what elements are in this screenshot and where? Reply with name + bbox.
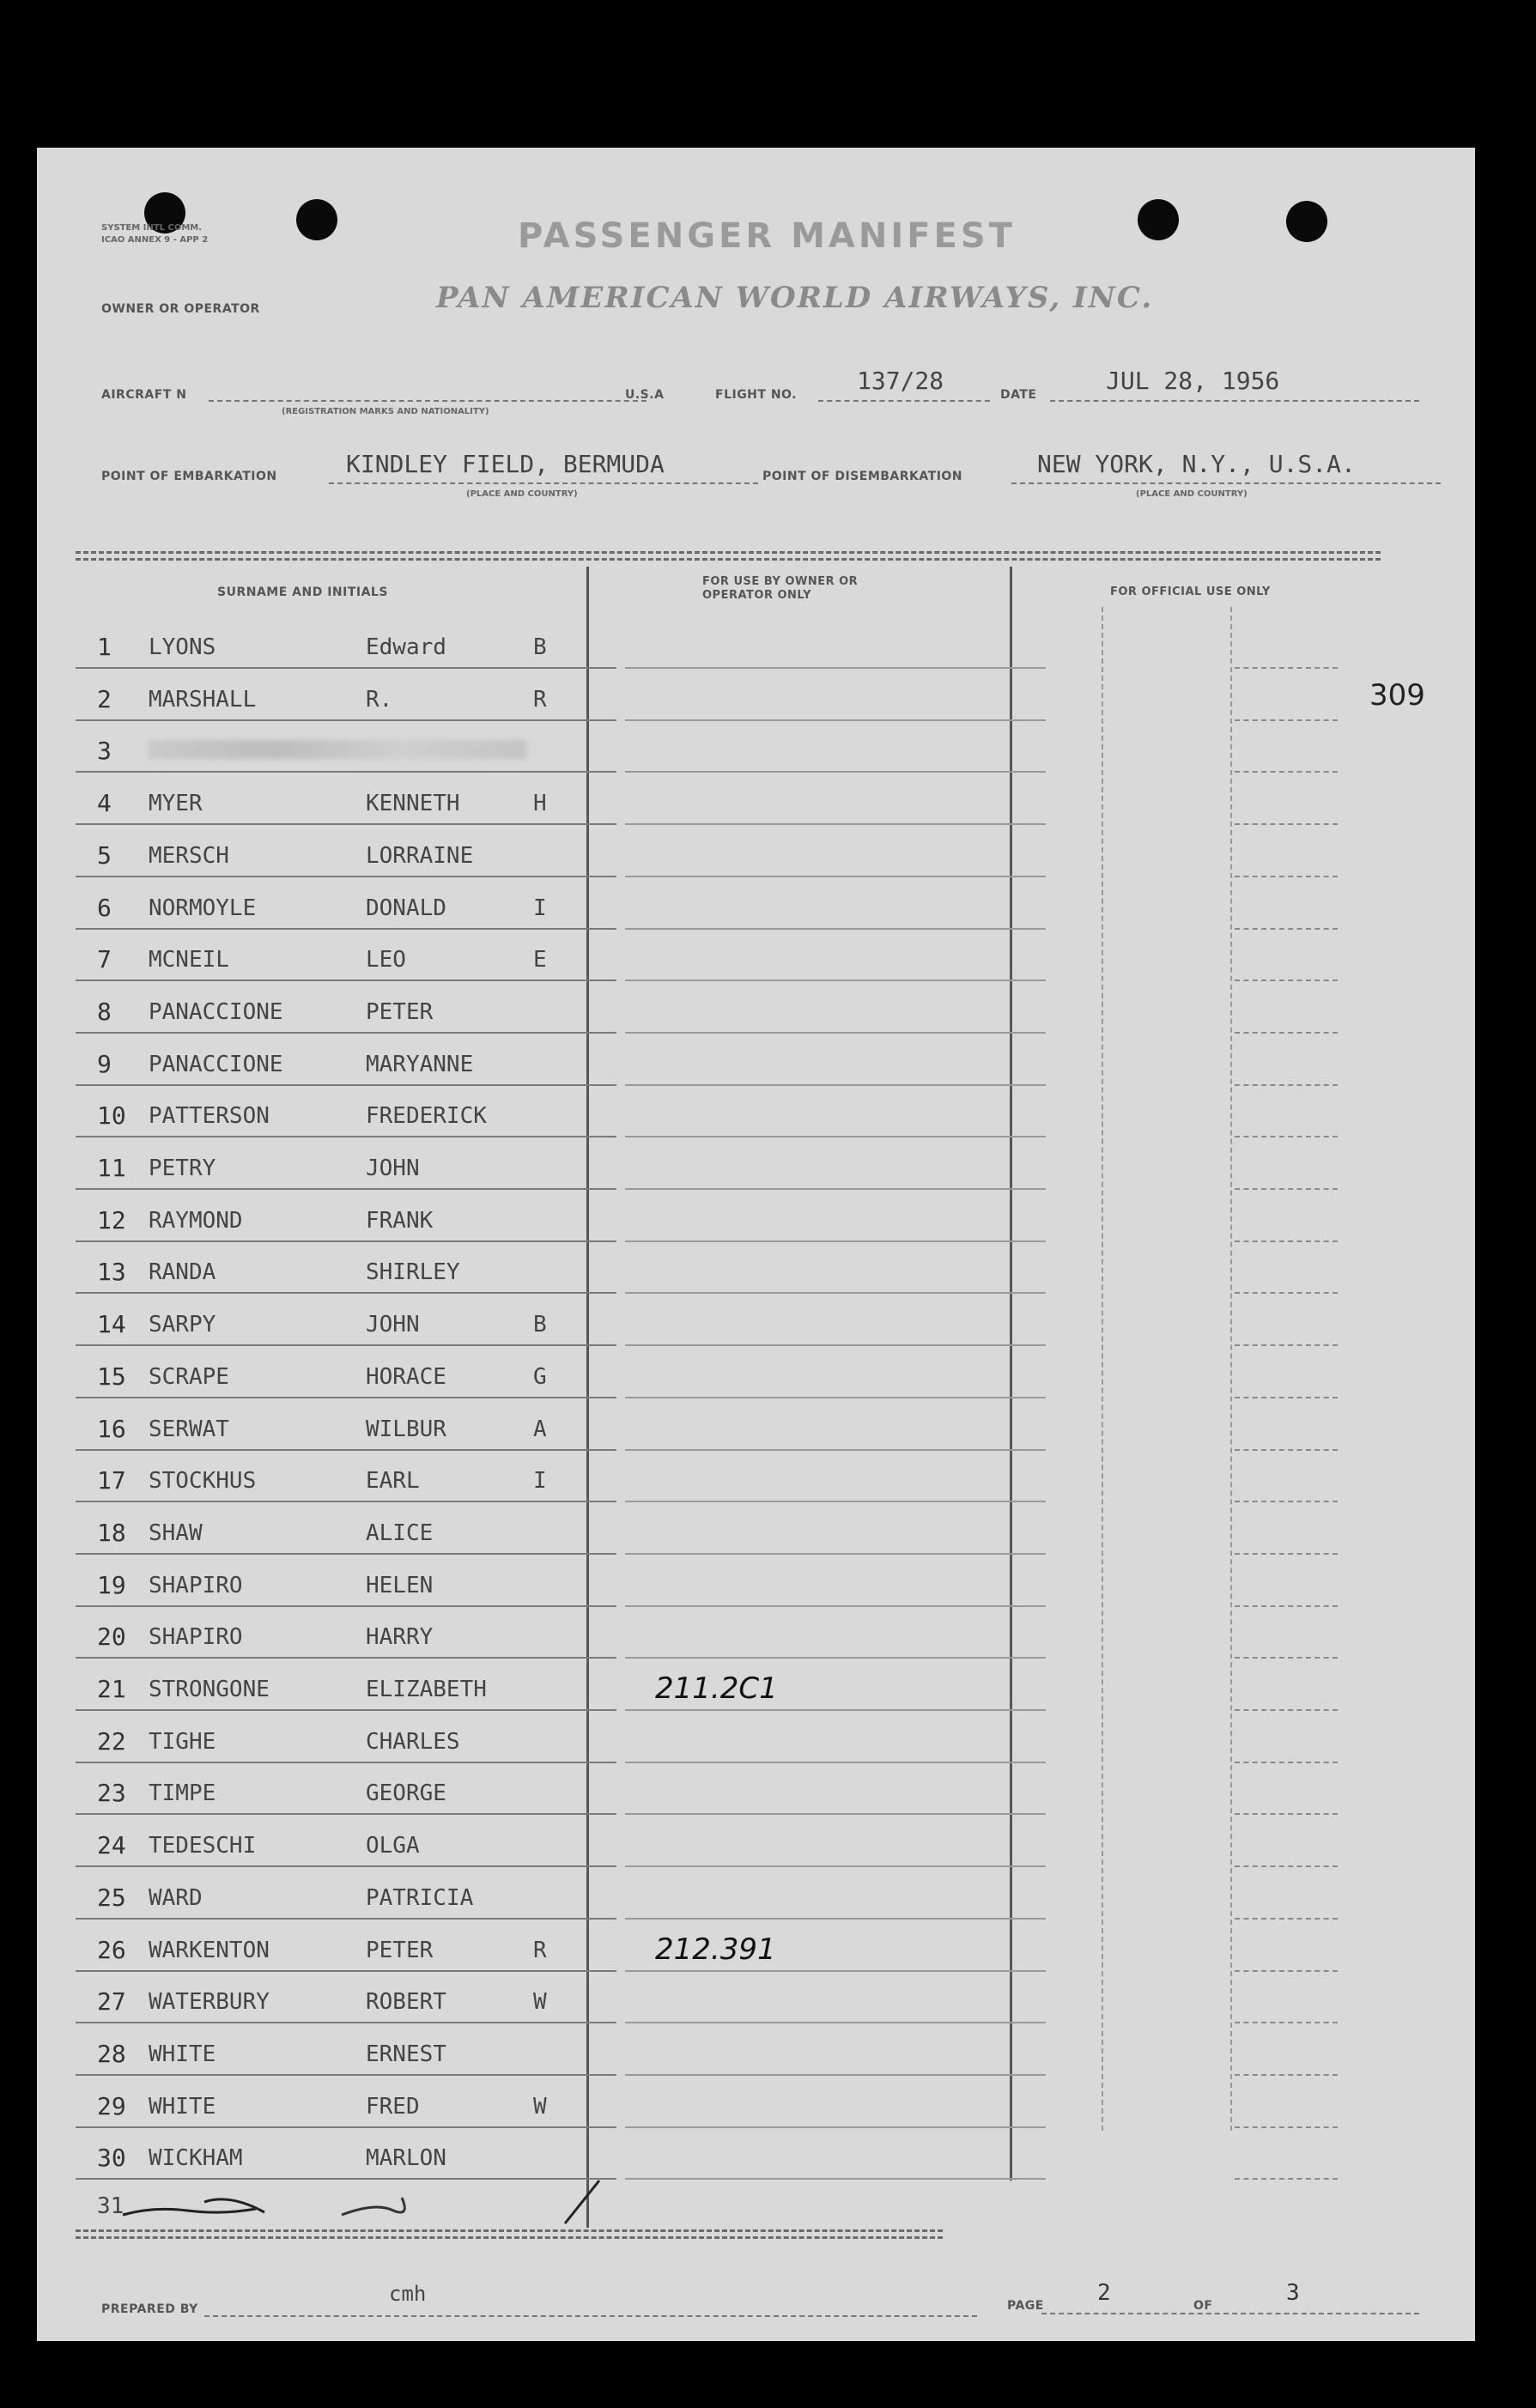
disembarkation-caption: (PLACE AND COUNTRY) xyxy=(1136,489,1248,499)
passenger-initial: R xyxy=(533,686,547,713)
passenger-surname: SARPY xyxy=(149,1312,216,1338)
passenger-surname: STRONGONE xyxy=(149,1677,270,1702)
passenger-given-name: FRANK xyxy=(366,1207,434,1234)
row-rule xyxy=(76,667,616,669)
row-rule xyxy=(1235,1136,1338,1137)
row-rule xyxy=(625,2126,1046,2128)
passenger-given-name: JOHN xyxy=(366,1312,420,1338)
row-rule xyxy=(1235,1605,1338,1607)
page-total: 3 xyxy=(1286,2280,1300,2306)
passenger-given-name: DONALD xyxy=(366,895,446,921)
row-rule xyxy=(76,1657,616,1659)
scribble-strike xyxy=(118,2176,634,2228)
passenger-given-name: ALICE xyxy=(366,1519,434,1546)
table-row xyxy=(37,1034,1475,1087)
row-rule xyxy=(76,2022,616,2023)
row-rule xyxy=(76,2126,616,2128)
usa-label: U.S.A xyxy=(625,388,665,402)
row-rule xyxy=(625,1397,1046,1398)
row-number: 11 xyxy=(97,1154,126,1182)
stamp-number: 309 xyxy=(1369,678,1425,713)
passenger-initial: I xyxy=(533,895,547,921)
row-rule xyxy=(1235,667,1338,669)
table-row xyxy=(37,982,1475,1034)
passenger-surname: RANDA xyxy=(149,1259,216,1286)
passenger-surname: SHAPIRO xyxy=(149,1624,243,1651)
row-rule xyxy=(76,1032,616,1034)
row-rule xyxy=(625,771,1046,773)
passenger-surname: MARSHALL xyxy=(149,686,257,713)
row-rule xyxy=(76,876,616,877)
row-number: 1 xyxy=(97,633,112,661)
page-number: 2 xyxy=(1097,2280,1111,2306)
table-row xyxy=(37,1816,1475,1868)
disembarkation-label: POINT OF DISEMBARKATION xyxy=(762,470,963,483)
table-row xyxy=(37,1191,1475,1243)
row-number: 19 xyxy=(97,1570,126,1599)
table-row xyxy=(37,1086,1475,1138)
row-number: 2 xyxy=(97,684,112,713)
passenger-initial: R xyxy=(533,1937,547,1963)
table-row xyxy=(37,1972,1475,2024)
owner-note: 212.391 xyxy=(655,1932,776,1967)
passenger-given-name: PETER xyxy=(366,998,434,1025)
table-row xyxy=(37,1503,1475,1556)
row-rule xyxy=(625,1762,1046,1763)
row-number: 4 xyxy=(97,789,112,818)
row-number: 20 xyxy=(97,1623,126,1652)
row-rule xyxy=(76,1553,616,1555)
prepared-by-label: PREPARED BY xyxy=(101,2302,198,2316)
date-label: DATE xyxy=(1000,388,1037,402)
table-row xyxy=(37,773,1475,826)
row-rule xyxy=(625,928,1046,930)
table-row xyxy=(37,1607,1475,1659)
row-rule xyxy=(1235,1344,1338,1346)
row-rule xyxy=(1235,1970,1338,1972)
row-number: 25 xyxy=(97,1883,126,1912)
row-rule xyxy=(625,876,1046,877)
row-rule xyxy=(76,1449,616,1451)
disembarkation-value: NEW YORK, N.Y., U.S.A. xyxy=(1037,450,1356,478)
passenger-given-name: EARL xyxy=(366,1468,420,1495)
row-number: 15 xyxy=(97,1362,126,1391)
passenger-initial: H xyxy=(533,791,547,817)
page-of-label: OF xyxy=(1193,2299,1213,2313)
passenger-surname: TIMPE xyxy=(149,1780,216,1807)
passenger-given-name: HELEN xyxy=(366,1572,434,1598)
row-rule xyxy=(1235,1188,1338,1190)
passenger-given-name: JOHN xyxy=(366,1155,420,1181)
row-rule xyxy=(625,823,1046,825)
row-rule xyxy=(625,1865,1046,1867)
owner-note: 211.2C1 xyxy=(655,1671,778,1706)
row-number: 22 xyxy=(97,1726,126,1756)
table-row xyxy=(37,1295,1475,1347)
row-31-number: 31 xyxy=(97,2193,124,2219)
row-number: 30 xyxy=(97,2144,126,2173)
row-rule xyxy=(1235,1813,1338,1815)
table-row xyxy=(37,1868,1475,1920)
row-rule xyxy=(1235,1084,1338,1086)
row-rule xyxy=(76,980,616,981)
row-number: 6 xyxy=(97,893,112,922)
table-row xyxy=(37,2077,1475,2129)
embarkation-caption: (PLACE AND COUNTRY) xyxy=(466,489,578,499)
passenger-given-name: HARRY xyxy=(366,1624,434,1651)
passenger-surname: LYONS xyxy=(149,634,216,660)
passenger-given-name: FRED xyxy=(366,2093,420,2120)
passenger-given-name: KENNETH xyxy=(366,791,460,817)
row-rule xyxy=(76,1970,616,1972)
row-number: 12 xyxy=(97,1205,126,1234)
row-rule xyxy=(1235,823,1338,825)
row-rule xyxy=(1235,2126,1338,2128)
row-rule xyxy=(625,1813,1046,1815)
owner-label: OWNER OR OPERATOR xyxy=(101,302,260,316)
passenger-initial: A xyxy=(533,1416,547,1442)
row-rule xyxy=(625,1136,1046,1137)
flight-date: JUL 28, 1956 xyxy=(1106,367,1280,395)
passenger-surname: TIGHE xyxy=(149,1728,216,1755)
row-number: 10 xyxy=(97,1101,126,1131)
row-number: 24 xyxy=(97,1831,126,1860)
aircraft-caption: (REGISTRATION MARKS AND NATIONALITY) xyxy=(282,407,489,416)
row-rule xyxy=(1235,1292,1338,1294)
passenger-initial: B xyxy=(533,634,547,660)
row-rule xyxy=(625,2022,1046,2023)
passenger-given-name: SHIRLEY xyxy=(366,1259,460,1286)
row-rule xyxy=(76,1136,616,1137)
table-row xyxy=(37,826,1475,878)
table-row xyxy=(37,721,1475,773)
passenger-surname: SHAW xyxy=(149,1519,203,1546)
row-rule xyxy=(625,1605,1046,1607)
manifest-page xyxy=(37,148,1475,2341)
passenger-given-name: OLGA xyxy=(366,1833,420,1859)
passenger-surname: SHAPIRO xyxy=(149,1572,243,1598)
row-rule xyxy=(76,1762,616,1763)
passenger-initial: W xyxy=(533,2093,547,2120)
row-rule xyxy=(1235,1553,1338,1555)
table-row xyxy=(37,1712,1475,1764)
flight-number: 137/28 xyxy=(857,367,944,395)
punch-hole xyxy=(296,199,337,240)
passenger-surname: MCNEIL xyxy=(149,947,229,974)
row-number: 8 xyxy=(97,997,112,1026)
column-header-names: SURNAME AND INITIALS xyxy=(217,585,388,599)
row-number: 3 xyxy=(97,737,112,766)
row-rule xyxy=(625,1449,1046,1451)
passenger-surname: WICKHAM xyxy=(149,2145,243,2172)
passenger-surname: WARD xyxy=(149,1884,203,1911)
form-reference-2: ICAO ANNEX 9 - APP 2 xyxy=(101,235,209,245)
row-number: 26 xyxy=(97,1935,126,1964)
row-number: 28 xyxy=(97,2039,126,2068)
row-rule xyxy=(1235,1240,1338,1242)
row-number: 5 xyxy=(97,840,112,870)
row-rule xyxy=(76,771,616,773)
passenger-surname: WARKENTON xyxy=(149,1937,270,1963)
passenger-given-name: MARLON xyxy=(366,2145,446,2172)
passenger-surname: MERSCH xyxy=(149,842,229,869)
row-number: 23 xyxy=(97,1779,126,1808)
row-number: 13 xyxy=(97,1258,126,1287)
passenger-surname: WHITE xyxy=(149,2041,216,2067)
prepared-by-value: cmh xyxy=(389,2282,427,2306)
table-row xyxy=(37,1920,1475,1973)
row-rule xyxy=(76,1344,616,1346)
passenger-initial: E xyxy=(533,947,547,974)
table-row xyxy=(37,1451,1475,1503)
row-rule xyxy=(76,1188,616,1190)
passenger-surname: SERWAT xyxy=(149,1416,229,1442)
row-number: 9 xyxy=(97,1049,112,1078)
row-rule xyxy=(76,1918,616,1920)
row-rule xyxy=(625,980,1046,981)
row-rule xyxy=(625,1970,1046,1972)
row-rule xyxy=(76,823,616,825)
passenger-given-name: WILBUR xyxy=(366,1416,446,1442)
passenger-given-name: GEORGE xyxy=(366,1780,446,1807)
passenger-surname: TEDESCHI xyxy=(149,1833,257,1859)
passenger-initial: B xyxy=(533,1312,547,1338)
row-rule xyxy=(76,2074,616,2076)
row-rule xyxy=(76,928,616,930)
row-rule xyxy=(1235,719,1338,721)
passenger-initial: I xyxy=(533,1468,547,1495)
row-rule xyxy=(1235,2022,1338,2023)
row-rule xyxy=(76,719,616,721)
row-rule xyxy=(625,1032,1046,1034)
table-row xyxy=(37,1242,1475,1295)
table-row xyxy=(37,1138,1475,1191)
row-rule xyxy=(1235,1501,1338,1502)
row-rule xyxy=(76,1501,616,1502)
passenger-initial: G xyxy=(533,1363,547,1390)
row-rule xyxy=(625,1709,1046,1711)
row-rule xyxy=(76,1865,616,1867)
table-row xyxy=(37,930,1475,982)
row-rule xyxy=(625,2074,1046,2076)
row-rule xyxy=(1235,876,1338,877)
passenger-given-name: MARYANNE xyxy=(366,1051,474,1077)
owner-value: PAN AMERICAN WORLD AIRWAYS, INC. xyxy=(436,281,1154,315)
row-rule xyxy=(1235,1709,1338,1711)
row-rule xyxy=(1235,1657,1338,1659)
row-number: 14 xyxy=(97,1310,126,1339)
passenger-given-name: ERNEST xyxy=(366,2041,446,2067)
row-rule xyxy=(625,1240,1046,1242)
row-number: 27 xyxy=(97,1987,126,2017)
row-rule xyxy=(1235,1865,1338,1867)
passenger-surname: PATTERSON xyxy=(149,1103,270,1130)
row-number: 7 xyxy=(97,945,112,974)
table-row xyxy=(37,1763,1475,1816)
table-row xyxy=(37,670,1475,722)
row-rule xyxy=(625,1292,1046,1294)
row-rule xyxy=(625,2178,1046,2180)
table-row xyxy=(37,1659,1475,1712)
row-rule xyxy=(1235,928,1338,930)
passenger-given-name: ROBERT xyxy=(366,1989,446,2016)
redacted-entry xyxy=(149,740,526,759)
embarkation-value: KINDLEY FIELD, BERMUDA xyxy=(346,450,665,478)
row-rule xyxy=(625,1188,1046,1190)
table-row xyxy=(37,1399,1475,1452)
passenger-surname: PETRY xyxy=(149,1155,216,1181)
row-rule xyxy=(1235,2178,1338,2180)
passenger-given-name: ELIZABETH xyxy=(366,1677,487,1702)
table-row xyxy=(37,878,1475,931)
row-rule xyxy=(625,1501,1046,1502)
passenger-surname: WHITE xyxy=(149,2093,216,2120)
table-row xyxy=(37,1347,1475,1399)
column-header-owner: FOR USE BY OWNER OR OPERATOR ONLY xyxy=(702,575,859,602)
passenger-surname: STOCKHUS xyxy=(149,1468,257,1495)
row-rule xyxy=(1235,1032,1338,1034)
row-rule xyxy=(1235,980,1338,981)
passenger-surname: NORMOYLE xyxy=(149,895,257,921)
row-rule xyxy=(1235,1762,1338,1763)
row-rule xyxy=(625,719,1046,721)
passenger-surname: MYER xyxy=(149,791,203,817)
row-rule xyxy=(76,1084,616,1086)
passenger-given-name: LORRAINE xyxy=(366,842,474,869)
passenger-surname: SCRAPE xyxy=(149,1363,229,1390)
passenger-initial: W xyxy=(533,1989,547,2016)
row-rule xyxy=(76,1397,616,1398)
row-rule xyxy=(76,1292,616,1294)
passenger-given-name: CHARLES xyxy=(366,1728,460,1755)
passenger-surname: RAYMOND xyxy=(149,1207,243,1234)
passenger-given-name: LEO xyxy=(366,947,406,974)
passenger-given-name: R. xyxy=(366,686,393,713)
row-rule xyxy=(625,1657,1046,1659)
table-row xyxy=(37,2128,1475,2181)
row-number: 17 xyxy=(97,1466,126,1495)
passenger-surname: WATERBURY xyxy=(149,1989,270,2016)
row-rule xyxy=(1235,1397,1338,1398)
table-row xyxy=(37,617,1475,670)
row-number: 18 xyxy=(97,1518,126,1547)
passenger-given-name: HORACE xyxy=(366,1363,446,1390)
embarkation-label: POINT OF EMBARKATION xyxy=(101,470,277,483)
passenger-surname: PANACCIONE xyxy=(149,1051,283,1077)
row-rule xyxy=(625,1084,1046,1086)
row-rule xyxy=(1235,2074,1338,2076)
row-rule xyxy=(1235,1449,1338,1451)
row-rule xyxy=(625,667,1046,669)
passenger-given-name: PETER xyxy=(366,1937,434,1963)
aircraft-label: AIRCRAFT N xyxy=(101,388,187,402)
row-rule xyxy=(625,1553,1046,1555)
row-number: 16 xyxy=(97,1414,126,1443)
form-reference-1: SYSTEM INTL COMM. xyxy=(101,223,203,233)
row-rule xyxy=(1235,771,1338,773)
row-number: 29 xyxy=(97,2091,126,2120)
row-rule xyxy=(76,1605,616,1607)
column-header-official: FOR OFFICIAL USE ONLY xyxy=(1110,585,1271,598)
passenger-given-name: FREDERICK xyxy=(366,1103,487,1130)
table-row xyxy=(37,1556,1475,1608)
page-title: PASSENGER MANIFEST xyxy=(518,216,1016,256)
table-row xyxy=(37,2024,1475,2077)
row-rule xyxy=(1235,1918,1338,1920)
row-rule xyxy=(76,1813,616,1815)
punch-hole xyxy=(1286,201,1327,242)
passenger-given-name: PATRICIA xyxy=(366,1884,474,1911)
row-rule xyxy=(76,1240,616,1242)
row-rule xyxy=(625,1344,1046,1346)
passenger-surname: PANACCIONE xyxy=(149,998,283,1025)
row-number: 21 xyxy=(97,1675,126,1703)
row-rule xyxy=(76,1709,616,1711)
flight-label: FLIGHT NO. xyxy=(715,388,797,402)
row-rule xyxy=(625,1918,1046,1920)
page-label: PAGE xyxy=(1007,2299,1044,2313)
punch-hole xyxy=(1138,199,1179,240)
passenger-given-name: Edward xyxy=(366,634,446,660)
